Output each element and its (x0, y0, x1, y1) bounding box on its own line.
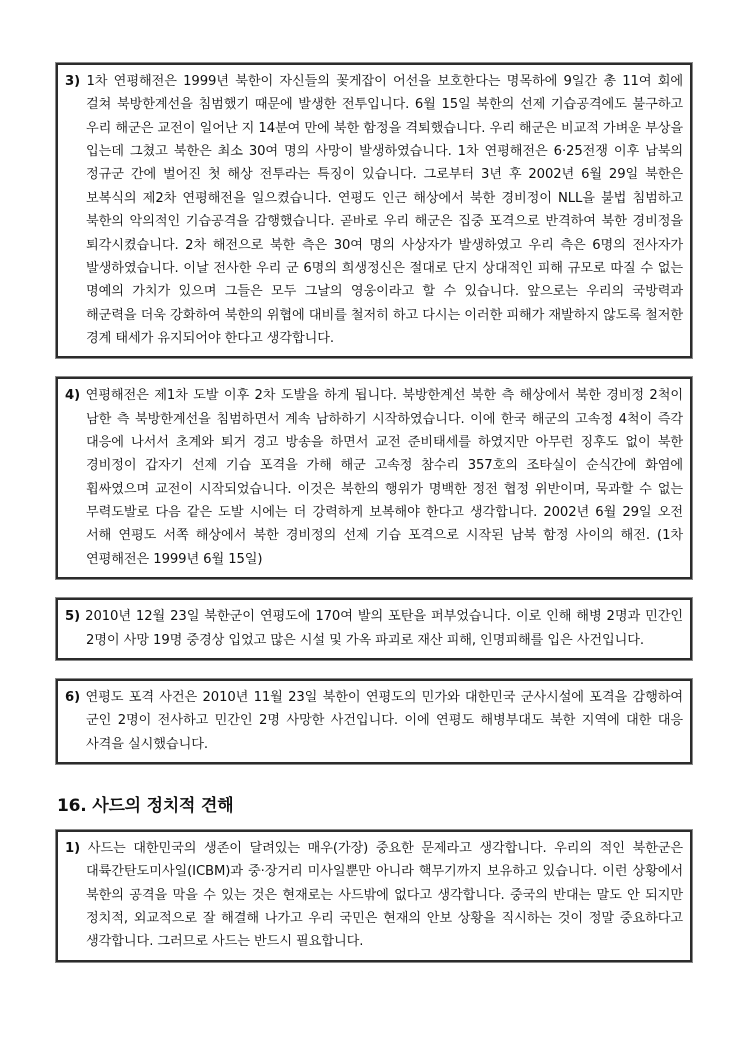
answer-text-16-1: 사드는 대한민국의 생존이 달려있는 매우(가장) 중요한 문제라고 생각합니다. 우리의 적인 북한군은 대륙간탄도미사일(ICBM)과 중·장거리 미사일뿐만 아니라 핵무기까지 보유하고 있습니다. 이런 상황에서 북한의 공격을 막을 수 있는 것은 현재로는 사드밖에 없다고 생각합니다. 중국의 반대는 말도 안 되지만 정치적, 외교적으로 잘 해결해 나가고 우리 국민은 현재의 안보 상황을 직시하는 것이 정말 중요하다고 생각합니다. 그러므로 사드는 반드시 필요합니다. (86, 840, 684, 950)
answer-box-3 (55, 62, 693, 359)
answer-paragraph-3 (65, 70, 683, 350)
answer-box-6 (55, 678, 693, 765)
answer-box-16-1 (55, 829, 693, 963)
answer-marker-4: 4) (65, 388, 81, 404)
answer-paragraph-5 (65, 605, 683, 652)
answer-paragraph-16-1 (65, 837, 683, 954)
thaad-section (55, 765, 695, 963)
answer-list-yeonpyeong (55, 62, 695, 765)
answer-text-5: 2010년 12월 23일 북한군이 연평도에 170여 발의 포탄을 퍼부었습니다. 이로 인해 해병 2명과 민간인 2명이 사망 19명 중경상 입었고 많은 시설 및 가옥 파괴로 재산 피해, 인명피해를 입은 사건입니다. (85, 609, 684, 648)
section-heading-wrap (57, 765, 695, 816)
answer-text-3: 1차 연평해전은 1999년 북한이 자신들의 꽃게잡이 어선을 보호한다는 명목하에 9일간 총 11여 회에 걸쳐 북방한계선을 침범했기 때문에 발생한 전투입니다. 6월 15일 북한의 선제 기습공격에도 불구하고 우리 해군은 교전이 일어난 지 14분여 만에 북한 함정을 격퇴했습니다. 우리 해군은 비교적 가벼운 부상을 입는데 그쳤고 북한은 최소 30여 명의 사망이 발생하였습니다. 1차 연평해전은 6·25전쟁 이후 남북의 정규군 간에 벌어진 첫 해상 전투라는 특징이 있습니다. 그로부터 3년 후 2002년 6월 29일 북한은 보복식의 제2차 연평해전을 일으켰습니다. 연평도 인근 해상에서 북한 경비정이 NLL을 불법 침범하고 북한의 악의적인 기습공격을 감행했습니다. 곧바로 우리 해군은 집중 포격으로 반격하여 북한 경비정을 퇴각시켰습니다. 2차 해전으로 북한 측은 30여 명의 사상자가 발생하였고 우리 측은 6명의 전사자가 발생하였습니다. 이날 전사한 우리 군 6명의 희생정신은 절대로 단지 상대적인 피해 규모로 따질 수 없는 명예의 가치가 있으며 그들은 모두 그날의 영웅이라고 할 수 있습니다. 앞으로는 우리의 국방력과 해군력을 더욱 강화하여 북한의 위협에 대비를 철저히 하고 다시는 이러한 피해가 재발하지 않도록 철저한 경계 태세가 유지되어야 한다고 생각합니다. (86, 74, 684, 346)
section-heading-16: 16. 사드의 정치적 견해 (57, 795, 234, 816)
answer-marker-5: 5) (65, 609, 81, 625)
answer-text-6: 연평도 포격 사건은 2010년 11월 23일 북한이 연평도의 민가와 대한민국 군사시설에 포격을 감행하여 군인 2명이 전사하고 민간인 2명 사망한 사건입니다. 이에 연평도 해병부대도 북한 지역에 대한 대응 사격을 실시했습니다. (85, 689, 683, 752)
answer-text-4: 연평해전은 제1차 도발 이후 2차 도발을 하게 됩니다. 북방한계선 북한 측 해상에서 북한 경비정 2척이 남한 측 북방한계선을 침범하면서 계속 남하하기 시작하였습니다. 이에 한국 해군의 고속정 4척이 즉각 대응에 나서서 초계와 퇴거 경고 방송을 하면서 교전 준비태세를 하였지만 아무런 징후도 없이 북한 경비정이 갑자기 선제 기습 포격을 가해 해군 고속정 참수리 357호의 조타실이 순식간에 화염에 휩싸였으며 교전이 시작되었습니다. 이것은 북한의 행위가 명백한 정전 협정 위반이며, 묵과할 수 없는 무력도발로 다음 같은 도발 시에는 더 강력하게 보복해야 한다고 생각합니다. 2002년 6월 29일 오전 서해 연평도 서쪽 해상에서 북한 경비정의 선제 기습 포격으로 시작된 남북 함정 사이의 해전. (1차 연평해전은 1999년 6월 15일) (85, 388, 683, 567)
answer-box-5 (55, 597, 693, 661)
answer-paragraph-6 (65, 686, 683, 756)
answer-box-4 (55, 376, 693, 580)
document-content (55, 62, 695, 963)
answer-marker-6: 6) (65, 689, 81, 705)
answer-paragraph-4 (65, 384, 683, 571)
answer-marker-16-1: 1) (65, 840, 81, 856)
answer-marker-3: 3) (65, 74, 81, 89)
